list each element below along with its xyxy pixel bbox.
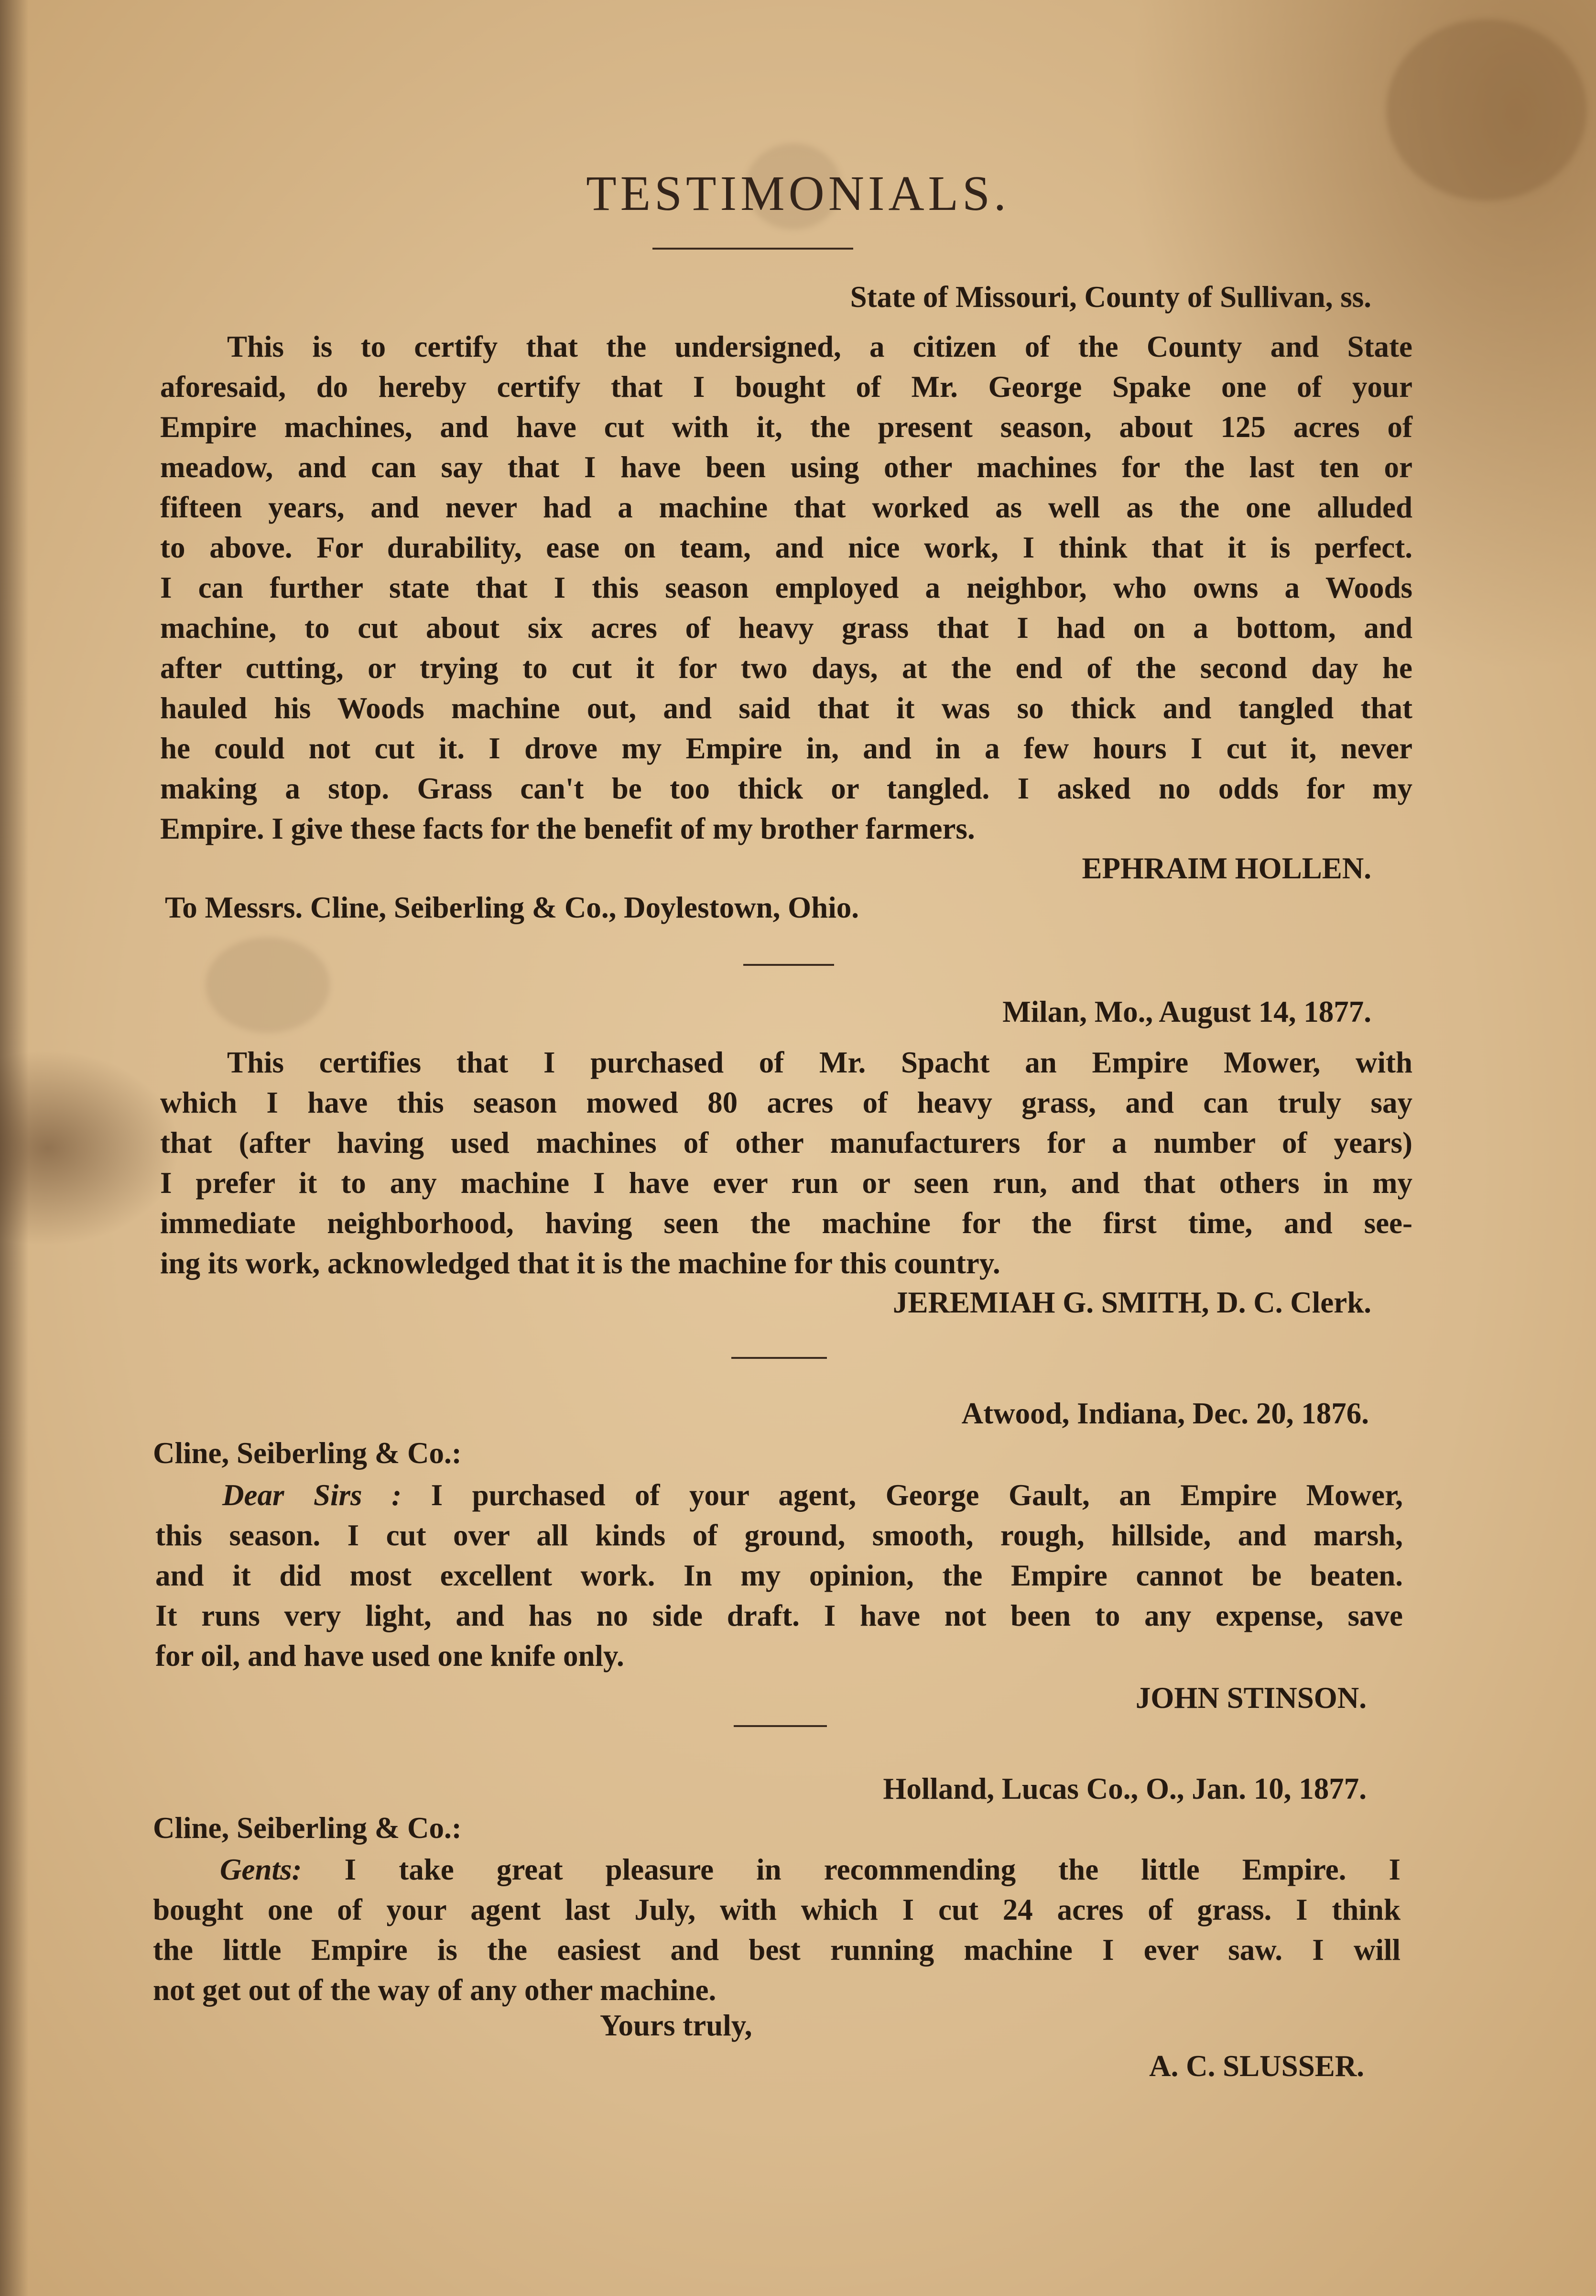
testimonial-3-addressee: Cline, Seiberling & Co.: [153,1436,462,1470]
body-line: I can further state that I this season employed a neighbor, who owns a Woods [160,571,1412,604]
body-line: for oil, and have used one knife only. [155,1639,624,1673]
body-line: bought one of your agent last July, with which I cut 24 acres of grass. I think [153,1893,1401,1926]
body-line: after cutting, or trying to cut it for two days, at the end of the second day he [160,651,1412,685]
testimonial-4-body [153,1849,1401,2010]
body-line: Empire machines, and have cut with it, the present season, about 125 acres of [160,410,1412,444]
body-line: this season. I cut over all kinds of ground, smooth, rough, hillside, and marsh, [155,1519,1403,1552]
body-line: machine, to cut about six acres of heavy grass that I had on a bottom, and [160,611,1412,645]
body-line: This is to certify that the undersigned, a citizen of the County and State [227,330,1412,363]
testimonial-1-signature: EPHRAIM HOLLEN. [1082,852,1371,885]
testimonial-1-place: State of Missouri, County of Sullivan, ss. [850,280,1371,314]
body-line: meadow, and can say that I have been using other machines for the last ten or [160,450,1412,484]
section-divider [734,1725,827,1727]
first-line-text: I purchased of your agent, George Gault, an Empire Mower, [431,1478,1403,1512]
body-line: to above. For durability, ease on team, and nice work, I think that it is perfect. [160,531,1412,564]
testimonial-3-body [155,1475,1403,1676]
body-line: hauled his Woods machine out, and said that it was so thick and tangled that [160,691,1412,725]
testimonial-1-body [160,327,1412,849]
body-line: I prefer it to any machine I have ever run or seen run, and that others in my [160,1166,1412,1200]
section-divider [743,964,834,966]
first-line-text: I take great pleasure in recommending the little Empire. I [344,1853,1401,1886]
paper-stain [206,937,330,1033]
testimonial-4-signature: A. C. SLUSSER. [1149,2049,1364,2083]
body-line: ing its work, acknowledged that it is the machine for this country. [160,1246,1000,1280]
salutation: Gents: [220,1853,302,1886]
salutation: Dear Sirs : [222,1478,402,1512]
body-line [155,1475,1403,1515]
page-edge-shadow [0,0,29,2296]
body-line [153,1849,1401,1890]
body-line: aforesaid, do hereby certify that I bought of Mr. George Spake one of your [160,370,1412,404]
body-line: which I have this season mowed 80 acres of heavy grass, and can truly say [160,1086,1412,1119]
section-divider [731,1357,827,1359]
body-line: This certifies that I purchased of Mr. Spacht an Empire Mower, with [227,1046,1412,1079]
testimonial-2-place: Milan, Mo., August 14, 1877. [1002,995,1371,1028]
title-divider [652,248,853,250]
testimonial-3-signature: JOHN STINSON. [1135,1681,1367,1715]
testimonial-4-closing: Yours truly, [600,2009,752,2042]
testimonial-2-body [160,1042,1412,1283]
body-line: making a stop. Grass can't be too thick or tangled. I asked no odds for my [160,772,1412,805]
body-line: It runs very light, and has no side draft. I have not been to any expense, save [155,1599,1403,1632]
testimonial-4-place: Holland, Lucas Co., O., Jan. 10, 1877. [883,1772,1367,1805]
body-line: he could not cut it. I drove my Empire in, and in a few hours I cut it, never [160,732,1412,765]
page-title: TESTIMONIALS. [586,166,1010,221]
body-line: Empire. I give these facts for the benefit of my brother farmers. [160,812,975,845]
body-line: and it did most excellent work. In my opinion, the Empire cannot be beaten. [155,1559,1403,1592]
body-line: immediate neighborhood, having seen the machine for the first time, and see- [160,1206,1412,1240]
body-line: that (after having used machines of other manufacturers for a number of years) [160,1126,1412,1159]
testimonial-2-signature: JEREMIAH G. SMITH, D. C. Clerk. [892,1286,1371,1319]
body-line: the little Empire is the easiest and best running machine I ever saw. I will [153,1933,1401,1967]
testimonial-1-addressee: To Messrs. Cline, Seiberling & Co., Doylestown, Ohio. [165,891,859,924]
testimonial-4-addressee: Cline, Seiberling & Co.: [153,1811,462,1845]
testimonial-3-place: Atwood, Indiana, Dec. 20, 1876. [961,1397,1369,1430]
body-line: not get out of the way of any other machine. [153,1973,717,2007]
body-line: fifteen years, and never had a machine that worked as well as the one alluded [160,491,1412,524]
